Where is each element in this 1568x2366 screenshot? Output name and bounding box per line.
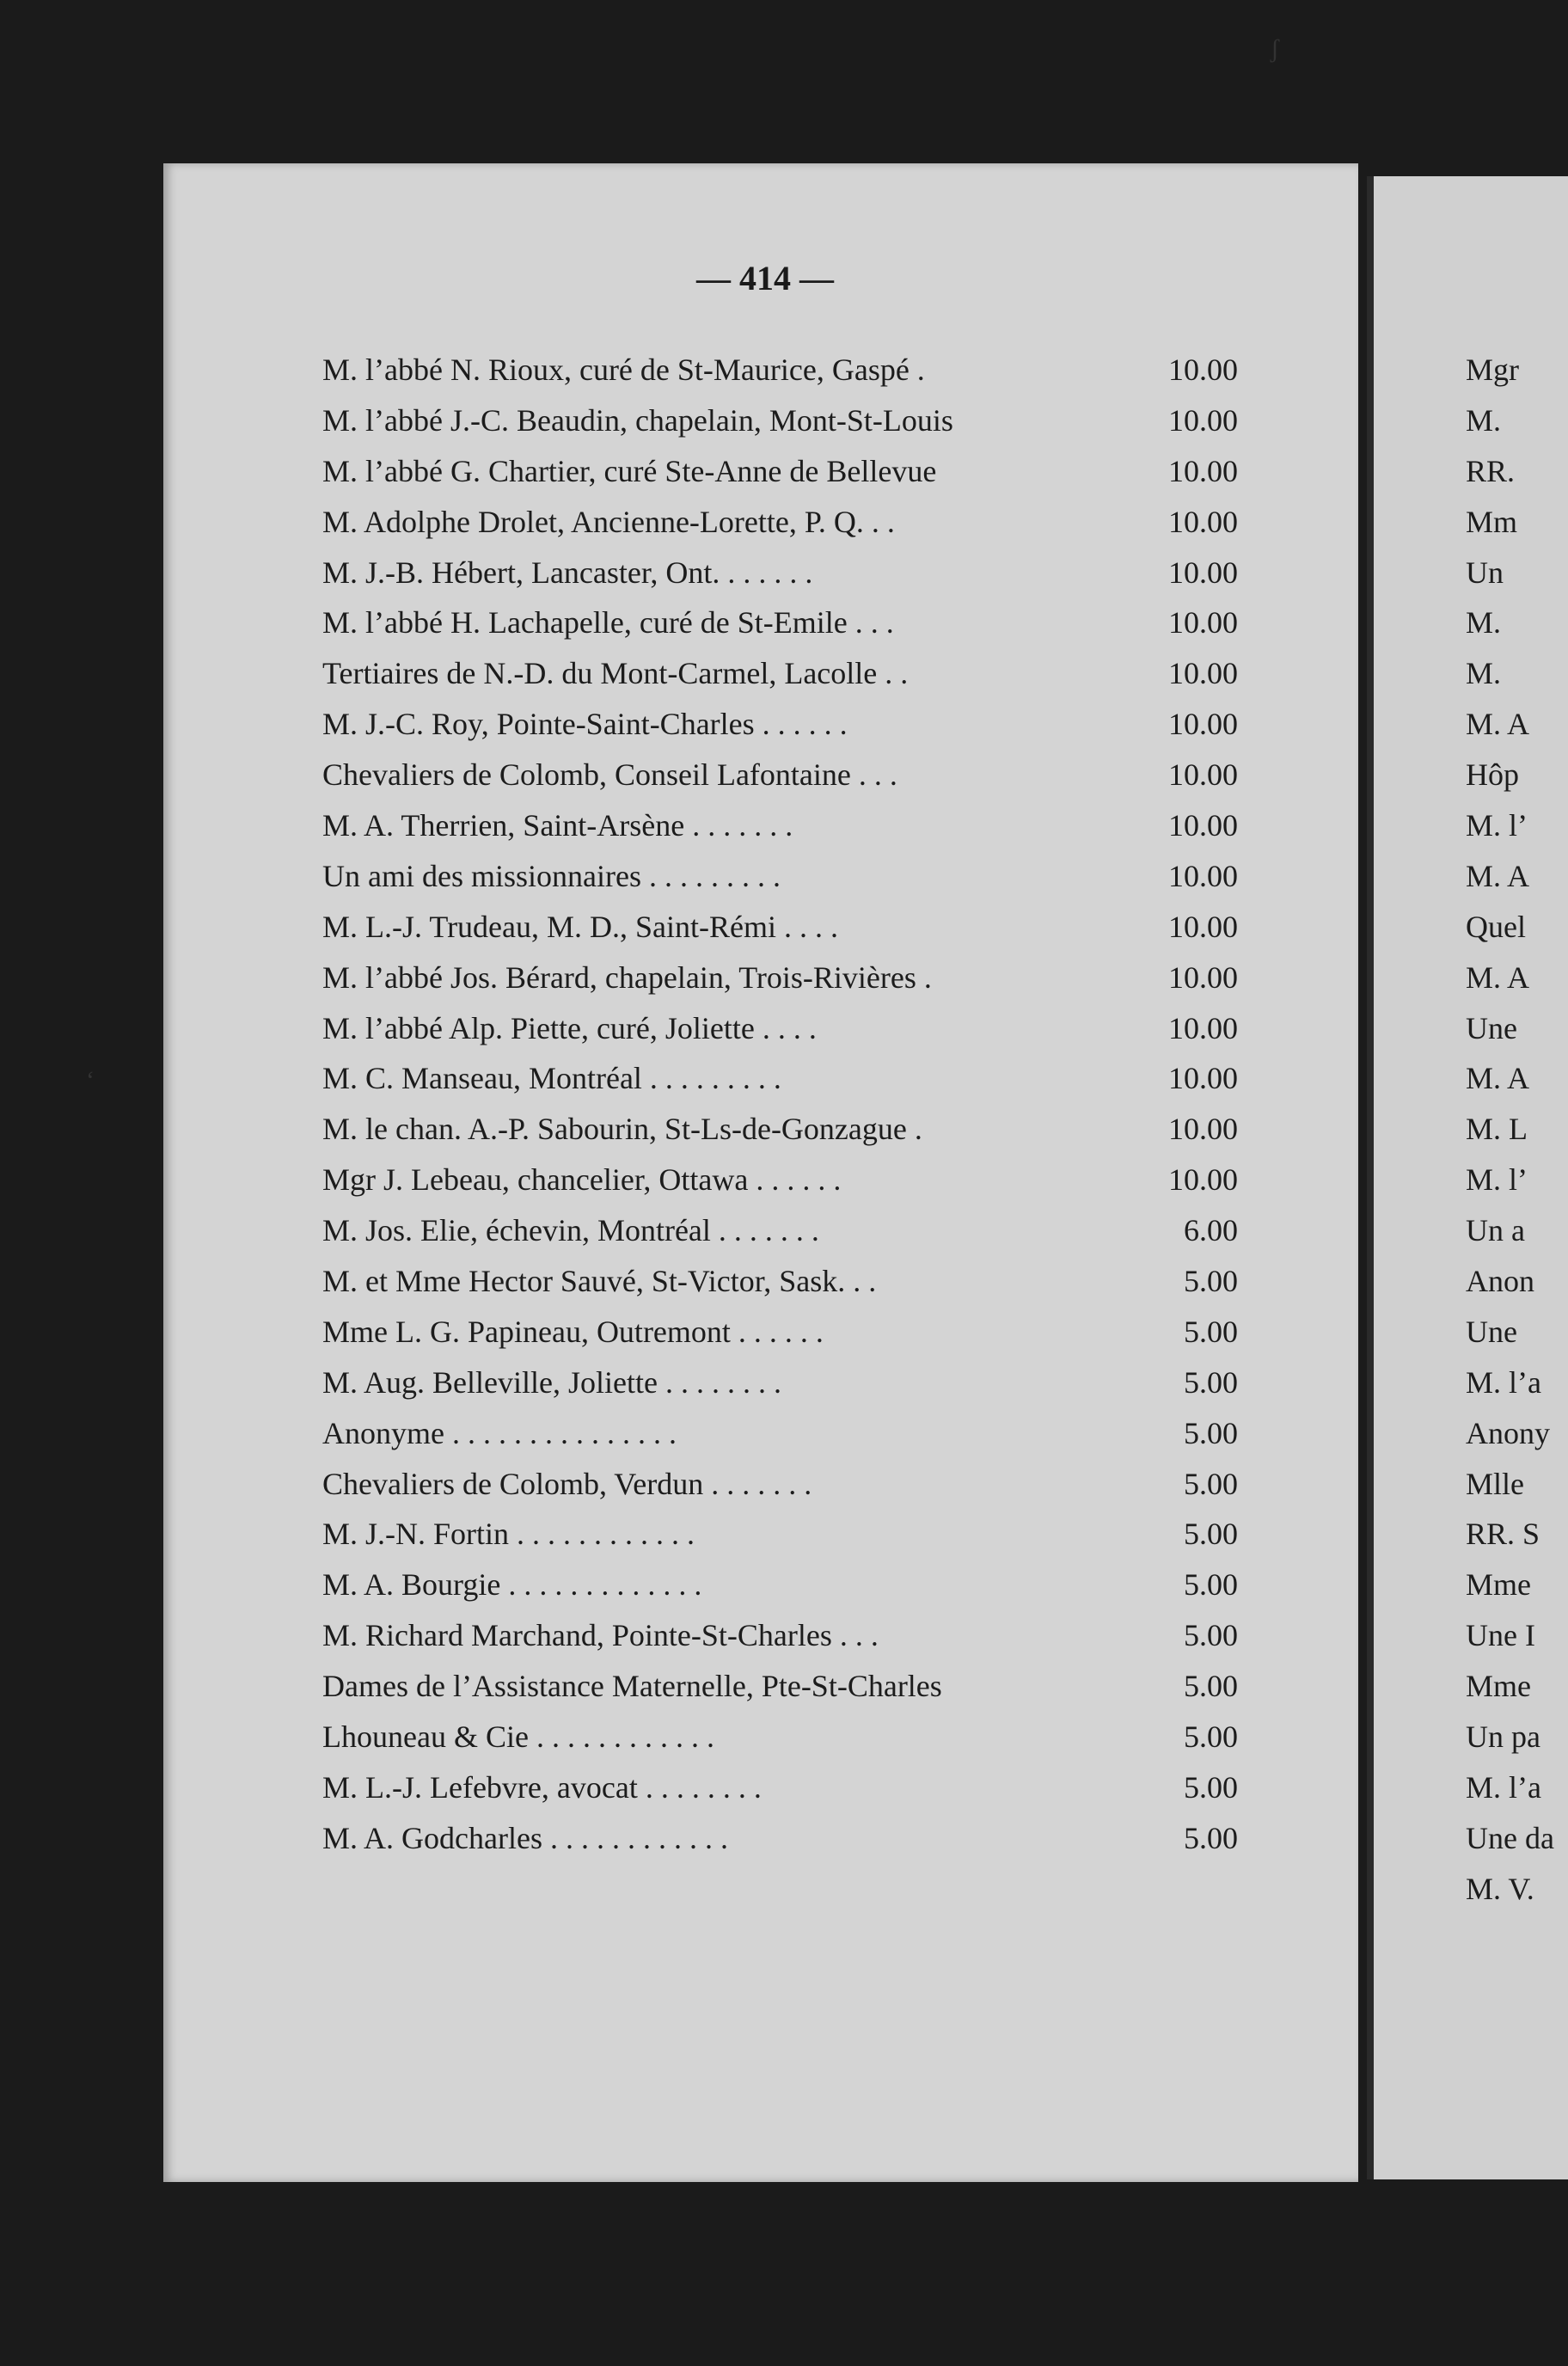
list-item — [322, 1668, 1238, 1719]
donor-name: Chevaliers de Colomb, Verdun . . . . . . . — [322, 1466, 812, 1501]
list-item — [322, 1162, 1238, 1212]
list-item — [322, 1010, 1238, 1061]
donor-name: M. A. Therrien, Saint-Arsène . . . . . . . — [322, 808, 793, 843]
list-item — [322, 604, 1238, 655]
right-page-line: M. l’a — [1466, 1364, 1541, 1400]
list-item — [322, 1415, 1238, 1466]
list-item — [322, 757, 1238, 807]
right-page-line: Mlle — [1466, 1466, 1524, 1501]
donation-amount: 10.00 — [1168, 757, 1238, 793]
donation-amount: 10.00 — [1168, 1112, 1238, 1147]
donation-amount: 5.00 — [1184, 1264, 1238, 1299]
right-page-line: M. — [1466, 656, 1502, 691]
donor-name: Mme L. G. Papineau, Outremont . . . . . . — [322, 1314, 824, 1349]
right-page-line: Hôp — [1466, 757, 1519, 793]
list-item — [322, 1111, 1238, 1162]
donation-amount: 10.00 — [1168, 352, 1238, 387]
donation-amount: 6.00 — [1184, 1213, 1238, 1248]
list-item — [322, 504, 1238, 555]
list-item — [322, 1769, 1238, 1820]
right-page-line: Anon — [1466, 1264, 1534, 1299]
donor-name: Lhouneau & Cie . . . . . . . . . . . . — [322, 1719, 714, 1755]
donation-amount: 10.00 — [1168, 555, 1238, 590]
list-item — [322, 352, 1238, 402]
list-item — [322, 1617, 1238, 1668]
list-item — [322, 858, 1238, 909]
stray-mark: ʻ — [86, 1066, 95, 1094]
list-item — [322, 706, 1238, 757]
list-item — [322, 1820, 1238, 1871]
donor-name: M. Richard Marchand, Pointe-St-Charles . . . — [322, 1618, 879, 1653]
list-item — [322, 402, 1238, 453]
right-page-line: Une — [1466, 1314, 1517, 1349]
right-page-line: Un — [1466, 555, 1504, 590]
right-page-line: Mme — [1466, 1567, 1531, 1603]
list-item — [322, 1566, 1238, 1617]
list-item — [322, 1212, 1238, 1263]
donation-amount: 10.00 — [1168, 858, 1238, 893]
donor-name: M. J.-B. Hébert, Lancaster, Ont. . . . . . . — [322, 555, 813, 590]
right-page-line: RR. S — [1466, 1517, 1540, 1552]
donor-name: M. A. Bourgie . . . . . . . . . . . . . — [322, 1567, 702, 1603]
list-item — [322, 1719, 1238, 1769]
right-page-line: M. — [1466, 605, 1502, 641]
donor-name: Tertiaires de N.-D. du Mont-Carmel, Lacolle . . — [322, 656, 909, 691]
right-page-line: M. V. — [1466, 1871, 1534, 1906]
list-item — [322, 655, 1238, 706]
donation-amount: 10.00 — [1168, 453, 1238, 488]
donation-amount: 5.00 — [1184, 1364, 1238, 1400]
right-page-line: Anony — [1466, 1415, 1550, 1450]
donor-name: M. l’abbé H. Lachapelle, curé de St-Emile . . . — [322, 605, 894, 641]
donation-amount: 10.00 — [1168, 656, 1238, 691]
donor-name: M. l’abbé G. Chartier, curé Ste-Anne de Bellevue — [322, 453, 937, 488]
right-page-line: M. — [1466, 402, 1502, 438]
donor-name: M. J.-C. Roy, Pointe-Saint-Charles . . . . . . — [322, 707, 848, 742]
list-item — [322, 807, 1238, 858]
list-item — [322, 1466, 1238, 1517]
donor-name: M. Aug. Belleville, Joliette . . . . . . . . — [322, 1364, 781, 1400]
donation-amount: 10.00 — [1168, 402, 1238, 438]
donation-amount: 10.00 — [1168, 605, 1238, 641]
donor-name: Anonyme . . . . . . . . . . . . . . . — [322, 1415, 677, 1450]
donation-amount: 5.00 — [1184, 1466, 1238, 1501]
donation-list — [322, 352, 1238, 1871]
page-number: — 414 — — [696, 259, 834, 297]
right-page-line: M. L — [1466, 1112, 1528, 1147]
right-page-line: M. A — [1466, 858, 1530, 893]
list-item — [322, 1314, 1238, 1364]
right-page-line: Mgr — [1466, 352, 1519, 387]
list-item — [322, 959, 1238, 1010]
donor-name: M. l’abbé N. Rioux, curé de St-Maurice, Gaspé . — [322, 352, 925, 387]
donation-amount: 10.00 — [1168, 808, 1238, 843]
right-page-line: M. A — [1466, 959, 1530, 995]
list-item — [322, 1263, 1238, 1314]
donor-name: M. l’abbé J.-C. Beaudin, chapelain, Mont-St-Louis — [322, 402, 953, 438]
donation-amount: 10.00 — [1168, 707, 1238, 742]
donor-name: M. Adolphe Drolet, Ancienne-Lorette, P. Q. . . — [322, 504, 895, 539]
donation-amount: 10.00 — [1168, 1162, 1238, 1198]
donation-amount: 5.00 — [1184, 1415, 1238, 1450]
right-page-line: Un a — [1466, 1213, 1525, 1248]
donor-name: Chevaliers de Colomb, Conseil Lafontaine . . . — [322, 757, 897, 793]
donor-name: M. A. Godcharles . . . . . . . . . . . . — [322, 1820, 728, 1855]
donor-name: M. et Mme Hector Sauvé, St-Victor, Sask. . . — [322, 1264, 877, 1299]
donor-name: M. L.-J. Trudeau, M. D., Saint-Rémi . . . . — [322, 909, 839, 944]
right-page-line: Un pa — [1466, 1719, 1540, 1755]
donation-amount: 5.00 — [1184, 1719, 1238, 1755]
right-page-line: Mme — [1466, 1669, 1531, 1704]
right-page-line: RR. — [1466, 453, 1516, 488]
list-item — [322, 1060, 1238, 1111]
donor-name: M. L.-J. Lefebvre, avocat . . . . . . . . — [322, 1769, 762, 1805]
right-page-line: Une — [1466, 1010, 1517, 1045]
donor-name: M. J.-N. Fortin . . . . . . . . . . . . — [322, 1517, 695, 1552]
donation-amount: 10.00 — [1168, 1061, 1238, 1096]
donor-name: Mgr J. Lebeau, chancelier, Ottawa . . . . . . — [322, 1162, 842, 1198]
right-page-line: M. A — [1466, 707, 1530, 742]
donation-amount: 5.00 — [1184, 1618, 1238, 1653]
list-item — [322, 1516, 1238, 1566]
donor-name: M. Jos. Elie, échevin, Montréal . . . . . . . — [322, 1213, 819, 1248]
right-page-line: Quel — [1466, 909, 1526, 944]
right-page-line: Une I — [1466, 1618, 1535, 1653]
donation-amount: 10.00 — [1168, 1010, 1238, 1045]
donor-name: M. l’abbé Jos. Bérard, chapelain, Trois-Rivières . — [322, 959, 932, 995]
list-item — [322, 555, 1238, 605]
right-page-line: Mm — [1466, 504, 1518, 539]
list-item — [322, 1364, 1238, 1415]
right-page-line: M. A — [1466, 1061, 1530, 1096]
donor-name: M. le chan. A.-P. Sabourin, St-Ls-de-Gonzague . — [322, 1112, 922, 1147]
donation-amount: 5.00 — [1184, 1769, 1238, 1805]
donation-amount: 5.00 — [1184, 1314, 1238, 1349]
donor-name: M. l’abbé Alp. Piette, curé, Joliette . . . . — [322, 1010, 817, 1045]
donor-name: M. C. Manseau, Montréal . . . . . . . . . — [322, 1061, 781, 1096]
donation-amount: 5.00 — [1184, 1820, 1238, 1855]
list-item — [322, 909, 1238, 959]
donor-name: Un ami des missionnaires . . . . . . . . . — [322, 858, 781, 893]
right-page-line: Une da — [1466, 1820, 1554, 1855]
right-page-line: M. l’ — [1466, 808, 1528, 843]
donation-amount: 5.00 — [1184, 1669, 1238, 1704]
donation-amount: 10.00 — [1168, 504, 1238, 539]
donation-amount: 5.00 — [1184, 1517, 1238, 1552]
right-page-line: M. l’ — [1466, 1162, 1528, 1198]
donor-name: Dames de l’Assistance Maternelle, Pte-St-Charles — [322, 1669, 942, 1704]
right-page-fragments — [1466, 352, 1568, 1922]
donation-amount: 10.00 — [1168, 909, 1238, 944]
stray-mark: ʃ — [1271, 34, 1279, 63]
list-item — [322, 453, 1238, 504]
donation-amount: 5.00 — [1184, 1567, 1238, 1603]
donation-amount: 10.00 — [1168, 959, 1238, 995]
right-page-line: M. l’a — [1466, 1769, 1541, 1805]
